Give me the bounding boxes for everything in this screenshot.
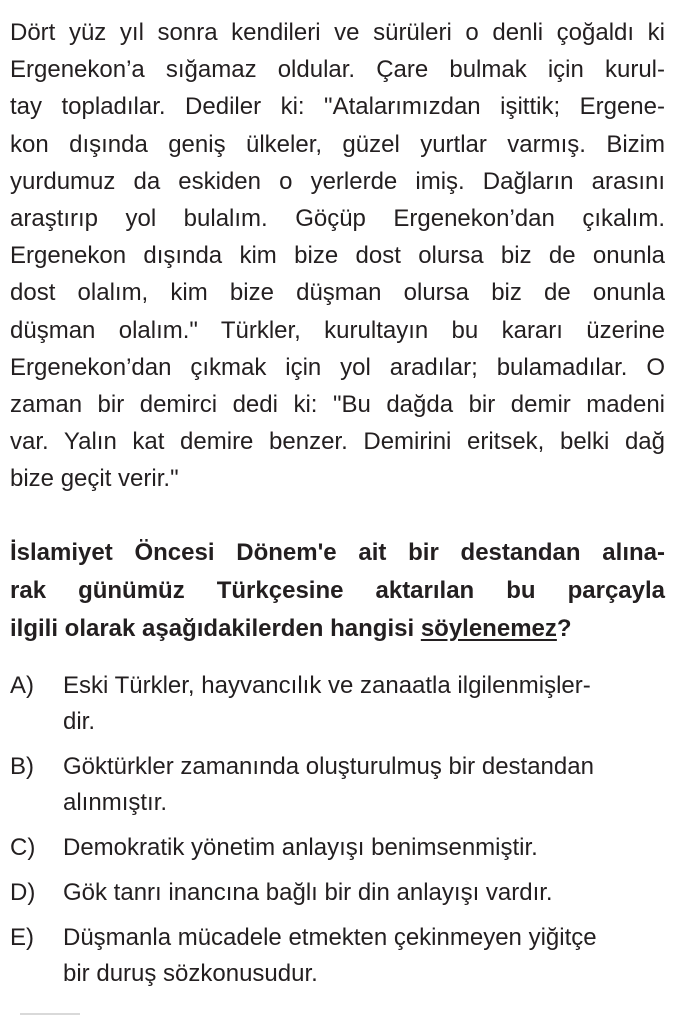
answer-options [10,668,665,992]
option-letter: E) [10,923,34,951]
option-b[interactable] [10,749,665,821]
option-c[interactable] [10,830,665,866]
option-line: Düşmanla mücadele etmekten çekinmeyen yiğitçe [63,923,597,951]
option-e[interactable] [10,920,665,992]
question-line: İslamiyet Öncesi Dönem'e ait bir destandan alına- [10,538,665,566]
option-line: dir. [63,707,96,735]
question-line [10,610,665,648]
passage-line: var. Yalın kat demire benzer. Demirini eritsek, belki dağ [10,428,665,456]
option-text [63,830,538,866]
option-line: Demokratik yönetim anlayışı benimsenmiştir. [63,833,538,861]
question-mark: ? [556,614,572,642]
passage-line: düşman olalım." Türkler, kurultayın bu kararı üzerine [10,316,665,344]
passage-line: araştırıp yol bulalım. Göçüp Ergenekon’dan çıkalım. [10,205,665,233]
option-a[interactable] [10,668,665,740]
passage-line: bize geçit verir." [10,465,179,493]
passage-line: Ergenekon’dan çıkmak için yol aradılar; bulamadılar. O [10,353,665,381]
passage-line: Ergenekon dışında kim bize dost olursa biz de onunla [10,242,665,270]
question-stem [10,534,665,648]
passage-line: yurdumuz da eskiden o yerlerde imiş. Dağların arasını [10,167,665,195]
option-line: Eski Türkler, hayvancılık ve zanaatla ilgilenmişler- [63,671,591,699]
passage-line: kon dışında geniş ülkeler, güzel yurtlar varmış. Bizim [10,130,665,158]
question-text: ilgili olarak aşağıdakilerden hangisi [10,614,421,642]
option-letter: C) [10,833,36,861]
passage-line: tay topladılar. Dediler ki: "Atalarımızdan işittik; Ergene- [10,93,665,121]
passage-line: zaman bir demirci dedi ki: "Bu dağda bir demir madeni [10,391,665,419]
option-text [63,668,591,740]
option-letter: D) [10,878,36,906]
question-line: rak günümüz Türkçesine aktarılan bu parçayla [10,576,665,604]
page-edge-mark [20,1013,80,1015]
option-line: bir duruş sözkonusudur. [63,959,318,987]
option-d[interactable] [10,875,665,911]
passage-line: Ergenekon’a sığamaz oldular. Çare bulmak için kurul- [10,56,665,84]
option-line: alınmıştır. [63,788,168,816]
passage-line: Dört yüz yıl sonra kendileri ve sürüleri o denli çoğaldı ki [10,19,665,46]
option-letter: A) [10,671,34,699]
passage [10,14,665,498]
passage-line: dost olalım, kim bize düşman olursa biz de onunla [10,279,665,307]
option-text [63,749,594,821]
option-line: Gök tanrı inancına bağlı bir din anlayışı vardır. [63,878,553,906]
option-letter: B) [10,752,34,780]
option-text [63,875,553,911]
question-keyword: söylenemez [420,614,557,642]
option-line: Göktürkler zamanında oluşturulmuş bir destandan [63,752,594,780]
option-text [63,920,597,992]
